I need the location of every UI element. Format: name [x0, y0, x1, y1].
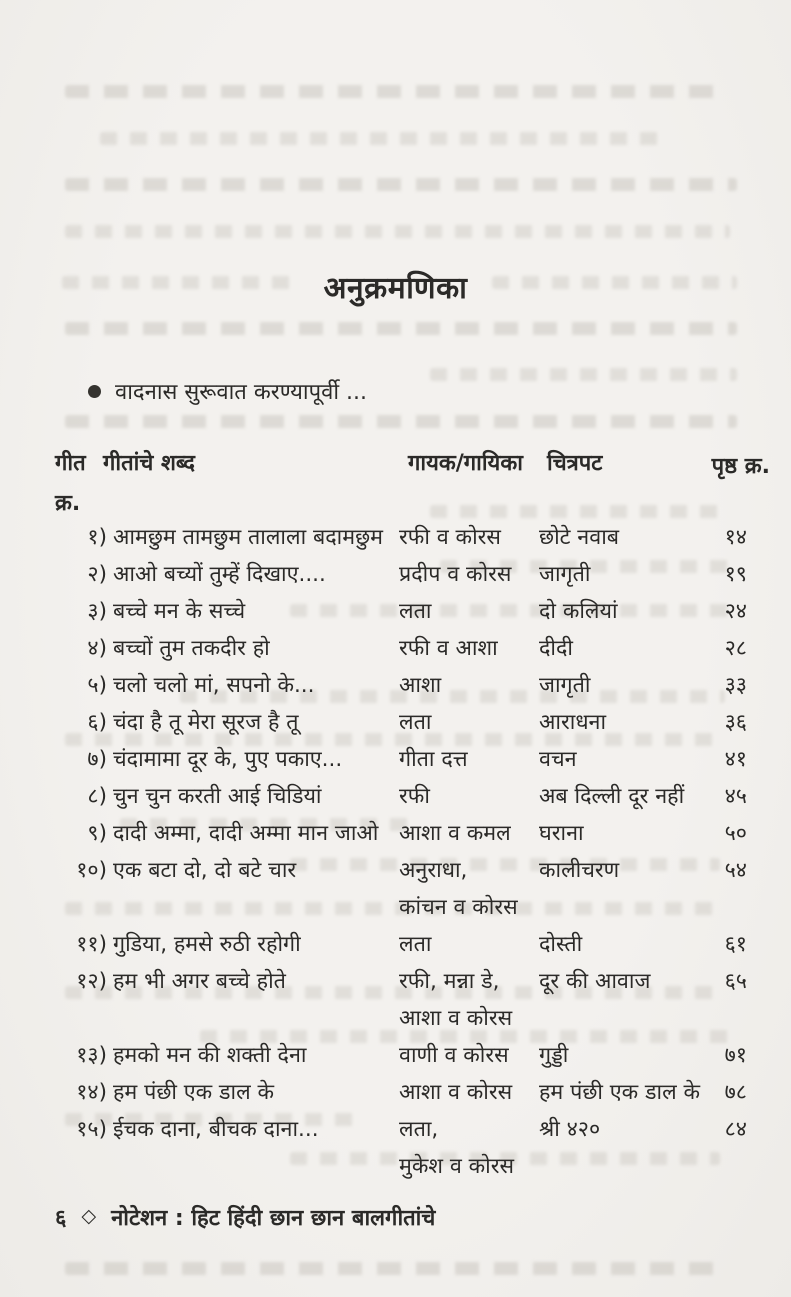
cell-singers: वाणी व कोरस	[399, 1043, 509, 1068]
cell-song-number: २)	[87, 562, 107, 587]
cell-page-number: ४१	[724, 747, 747, 772]
table-row	[55, 556, 747, 593]
cell-song-number: १२)	[76, 969, 107, 994]
cell-singers: प्रदीप व कोरस	[399, 562, 512, 587]
cell-film: जागृती	[539, 673, 591, 698]
header-song-words: गीतांचे शब्द	[103, 451, 195, 476]
cell-film: हम पंछी एक डाल के	[539, 1080, 701, 1105]
intro-note	[88, 376, 367, 406]
cell-page-number: १९	[724, 562, 747, 587]
cell-page-number: ६५	[724, 969, 747, 994]
cell-page-number: ३३	[724, 673, 747, 698]
cell-page-number: ४५	[724, 784, 747, 809]
cell-song-words: चुन चुन करती आई चिडियां	[113, 784, 322, 809]
header-song-number-line2: क्र.	[55, 491, 81, 516]
table-row	[55, 1111, 747, 1185]
cell-page-number: ७८	[724, 1080, 747, 1105]
cell-singers: आशा	[399, 673, 442, 698]
diamond-icon: ◇	[81, 1205, 97, 1227]
cell-song-number: ११)	[76, 932, 107, 957]
table-row	[55, 926, 747, 963]
cell-film: कालीचरण	[539, 858, 620, 883]
intro-note-text: वादनास सुरूवात करण्यापूर्वी ...	[115, 380, 368, 405]
cell-page-number: १४	[724, 525, 747, 550]
cell-song-number: १४)	[76, 1080, 107, 1105]
ghost-text-line	[65, 178, 737, 191]
cell-film: दूर की आवाज	[539, 969, 651, 994]
ghost-text-line	[100, 132, 660, 145]
cell-film: गुड्डी	[539, 1043, 569, 1068]
ghost-text-line	[65, 1262, 725, 1275]
singers-line1: लता,	[399, 1117, 439, 1142]
table-row	[55, 630, 747, 667]
table-row	[55, 704, 747, 741]
cell-song-number: ९)	[87, 821, 107, 846]
cell-singers: आशा व कमल	[399, 821, 511, 846]
singers-line1: रफी, मन्ना डे,	[399, 969, 500, 994]
cell-singers: गीता दत्त	[399, 747, 468, 772]
cell-song-number: ५)	[87, 673, 107, 698]
table-row	[55, 815, 747, 852]
cell-page-number: २४	[724, 599, 747, 624]
cell-song-number: ४)	[87, 636, 107, 661]
cell-song-number: ६)	[87, 710, 107, 735]
table-row	[55, 963, 747, 1037]
header-singers: गायक/गायिका	[408, 451, 523, 476]
cell-singers	[399, 852, 539, 926]
cell-song-number: १)	[87, 525, 107, 550]
page-title: अनुक्रमणिका	[323, 271, 468, 306]
cell-film: श्री ४२०	[539, 1117, 601, 1142]
cell-film: दोस्ती	[539, 932, 583, 957]
cell-film: दो कलियां	[539, 599, 618, 624]
cell-film: आराधना	[539, 710, 607, 735]
cell-song-words: ईचक दाना, बीचक दाना...	[113, 1117, 319, 1142]
cell-singers: आशा व कोरस	[399, 1080, 513, 1105]
table-row	[55, 852, 747, 926]
footer-text: नोटेशन : हिट हिंदी छान छान बालगीतांचे	[111, 1206, 436, 1231]
cell-singers: लता	[399, 599, 432, 624]
table-row	[55, 1074, 747, 1111]
cell-song-number: ७)	[87, 747, 107, 772]
cell-song-words: बच्चे मन के सच्चे	[113, 599, 246, 624]
cell-song-number: १३)	[76, 1043, 107, 1068]
cell-song-number: १५)	[76, 1117, 107, 1142]
cell-song-words: एक बटा दो, दो बटे चार	[113, 858, 297, 883]
header-film: चित्रपट	[547, 451, 603, 476]
cell-song-number: १०)	[76, 858, 107, 883]
singers-line2: मुकेश व कोरस	[399, 1154, 515, 1179]
page-footer	[55, 1202, 435, 1232]
cell-singers: लता	[399, 710, 432, 735]
cell-page-number: २८	[724, 636, 747, 661]
cell-page-number: ५४	[724, 858, 747, 883]
ghost-text-line	[65, 225, 730, 238]
cell-song-words: चंदामामा दूर के, पुए पकाए...	[113, 747, 343, 772]
cell-page-number: ६१	[724, 932, 747, 957]
cell-song-words: चलो चलो मां, सपनो के...	[113, 673, 315, 698]
cell-song-words: बच्चों तुम तकदीर हो	[113, 636, 270, 661]
footer-page-number: ६	[55, 1206, 67, 1231]
song-table-body	[55, 519, 747, 1185]
cell-song-words: आओ बच्यों तुम्हें दिखाए....	[113, 562, 326, 587]
ghost-text-line	[65, 322, 737, 335]
header-song-number-line1: गीत	[55, 451, 86, 476]
cell-singers: रफी	[399, 784, 430, 809]
cell-page-number: ८४	[724, 1117, 747, 1142]
cell-film: छोटे नवाब	[539, 525, 620, 550]
cell-singers	[399, 1111, 539, 1185]
cell-film: घराना	[539, 821, 584, 846]
cell-singers: रफी व आशा	[399, 636, 498, 661]
cell-singers	[399, 963, 539, 1037]
cell-page-number: ३६	[724, 710, 747, 735]
cell-singers: रफी व कोरस	[399, 525, 501, 550]
table-row	[55, 593, 747, 630]
table-row	[55, 1037, 747, 1074]
header-page-number: पृष्ठ क्र.	[711, 454, 770, 479]
table-row	[55, 667, 747, 704]
cell-page-number: ५०	[724, 821, 747, 846]
table-row	[55, 741, 747, 778]
ghost-text-line	[430, 368, 737, 381]
cell-song-words: हम भी अगर बच्चे होते	[113, 969, 286, 994]
cell-film: जागृती	[539, 562, 591, 587]
ghost-text-line	[65, 415, 737, 428]
cell-singers: लता	[399, 932, 432, 957]
cell-page-number: ७१	[724, 1043, 747, 1068]
cell-film: वचन	[539, 747, 577, 772]
cell-song-words: गुडिया, हमसे रुठी रहोगी	[113, 932, 301, 957]
ghost-text-line	[430, 505, 730, 518]
table-row	[55, 519, 747, 556]
cell-song-words: हम पंछी एक डाल के	[113, 1080, 275, 1105]
cell-song-number: ३)	[87, 599, 107, 624]
cell-song-words: आमछुम तामछुम तालाला बदामछुम	[113, 525, 384, 550]
singers-line2: आशा व कोरस	[399, 1006, 513, 1031]
cell-song-words: दादी अम्मा, दादी अम्मा मान जाओ	[113, 821, 379, 846]
cell-film: अब दिल्ली दूर नहीं	[539, 784, 685, 809]
table-row	[55, 778, 747, 815]
bullet-icon	[88, 385, 101, 398]
singers-line1: अनुराधा,	[399, 858, 468, 883]
cell-song-number: ८)	[87, 784, 107, 809]
ghost-text-line	[65, 85, 725, 98]
singers-line2: कांचन व कोरस	[399, 895, 518, 920]
cell-film: दीदी	[539, 636, 573, 661]
cell-song-words: चंदा है तू मेरा सूरज है तू	[113, 710, 299, 735]
cell-song-words: हमको मन की शक्ती देना	[113, 1043, 307, 1068]
